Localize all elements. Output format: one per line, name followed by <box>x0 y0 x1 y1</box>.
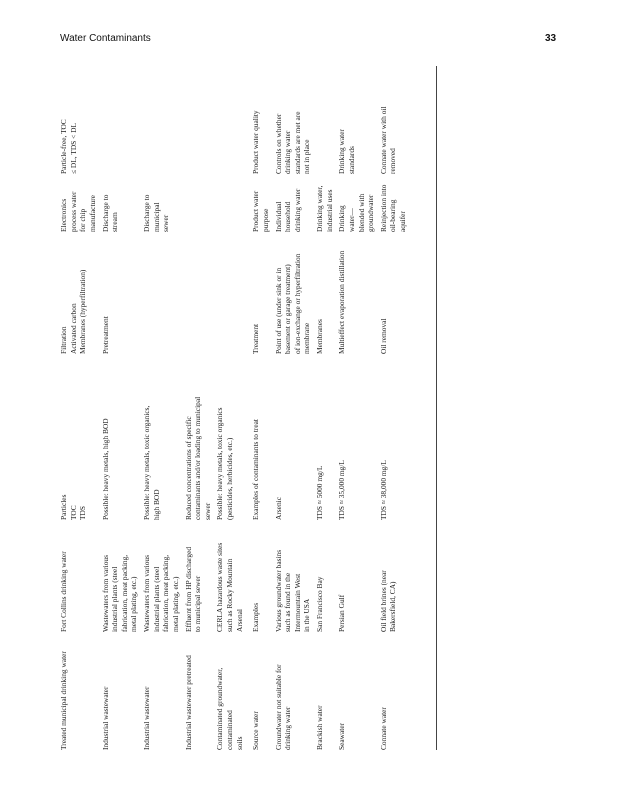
cell-line: oil-bearing <box>388 199 398 232</box>
cell-line: Multieffect evaporation distillation <box>337 250 347 354</box>
table-rule <box>436 66 437 750</box>
cell-line: Connate water <box>378 707 388 750</box>
examples-cell <box>315 520 337 632</box>
cell-line: industrial plants (steel <box>151 566 161 632</box>
treatment-cell <box>379 232 411 354</box>
cell-line: Reinjection into <box>378 184 388 232</box>
cell-line: Discharge to <box>100 194 110 232</box>
cell-line: Intermountain West <box>292 573 302 632</box>
cell-line: Source water <box>251 711 261 750</box>
cell-line: Drinking <box>337 205 347 232</box>
treatment-cell <box>142 232 184 354</box>
table-row <box>101 70 143 750</box>
contaminants-cell <box>274 354 316 520</box>
cell-line: ≤ DL, TDS < DL <box>68 123 78 174</box>
quality-cell <box>101 70 143 174</box>
contaminants-cell <box>315 354 337 520</box>
cell-line: Product water quality <box>251 110 261 174</box>
source-water-cell <box>142 632 184 750</box>
purpose-cell <box>337 174 379 232</box>
examples-cell <box>59 520 101 632</box>
cell-line: standards <box>346 146 356 174</box>
cell-line: Particles <box>59 494 68 520</box>
cell-line: Possible: heavy metals, toxic organics, <box>142 405 151 520</box>
cell-line: Possible: heavy metals, high BOD <box>100 418 110 520</box>
cell-line: Industrial wastewater <box>142 686 151 750</box>
treatment-cell <box>337 232 379 354</box>
cell-line: Point of use (under sink or in <box>273 267 283 354</box>
running-title: Water Contaminants <box>60 33 151 44</box>
table-header-row <box>247 70 273 750</box>
purpose-cell <box>379 174 411 232</box>
purpose-cell <box>247 174 273 232</box>
contaminants-cell <box>215 354 247 520</box>
cell-line: Filtration <box>59 326 68 354</box>
source-water-cell <box>184 632 216 750</box>
cell-line: Bakersfield, CA) <box>388 581 398 632</box>
cell-line: Various groundwater basins <box>273 549 283 632</box>
purpose-cell <box>101 174 143 232</box>
cell-line: Connate water with oil <box>378 106 388 174</box>
cell-line: not in place <box>302 139 312 174</box>
quality-cell <box>274 70 316 174</box>
source-water-cell <box>59 632 101 750</box>
cell-line: Oil field brines (near <box>378 570 388 632</box>
cell-line: Contaminated groundwater, contaminated <box>215 667 234 750</box>
quality-cell <box>337 70 379 174</box>
contaminants-cell <box>337 354 379 520</box>
source-water-cell <box>247 632 273 750</box>
cell-line: Persian Gulf <box>337 594 347 632</box>
cell-line: Fort Collins drinking water <box>59 551 68 632</box>
cell-line: Activated carbon <box>68 303 78 354</box>
cell-line: purpose <box>260 208 270 232</box>
cell-line: removed <box>388 148 398 174</box>
contaminants-cell <box>379 354 411 520</box>
cell-line: Seawater <box>337 722 347 750</box>
cell-line: fabrication, meat packing, <box>161 554 171 632</box>
cell-line: water— <box>346 208 356 232</box>
cell-line: CERLA hazardous waste sites <box>215 542 225 632</box>
cell-line: aquifer <box>398 211 407 232</box>
cell-line: Particle-free, TOC <box>59 119 68 174</box>
cell-line: fabrication, meat packing, <box>119 554 129 632</box>
cell-line: Oil removal <box>378 318 388 354</box>
contaminants-cell <box>184 354 216 520</box>
examples-cell <box>142 520 184 632</box>
examples-cell <box>101 520 143 632</box>
table-row <box>59 70 101 750</box>
cell-line: industrial plants (steel <box>110 566 120 632</box>
cell-line: to municipal sewer <box>193 575 203 632</box>
cell-line: Wastewaters from various <box>100 555 110 632</box>
cell-line: Industrial wastewater pretreated <box>183 655 193 750</box>
cell-line: Examples of contaminants to treat <box>251 419 261 520</box>
cell-line: Drinking water <box>337 129 347 174</box>
cell-line: blended with <box>356 193 366 232</box>
contaminants-table <box>59 70 411 750</box>
treatment-cell <box>215 232 247 354</box>
source-water-cell <box>215 632 247 750</box>
cell-line: TOC <box>68 505 78 520</box>
cell-line: TDS ≈ 35,000 mg/L <box>337 460 347 520</box>
cell-line: Pretreatment <box>100 316 110 354</box>
cell-line: standards are met are <box>292 111 302 174</box>
quality-cell <box>59 70 101 174</box>
examples-cell <box>215 520 247 632</box>
examples-cell <box>247 520 273 632</box>
cell-line: drinking water <box>283 130 293 174</box>
cell-line: Membranes <box>315 319 324 354</box>
cell-line: in the USA <box>302 598 312 632</box>
cell-line: for chip <box>78 208 88 232</box>
quality-cell <box>215 70 247 174</box>
cell-line: basement or garage treatment) <box>283 264 293 354</box>
cell-line: TDS ≈ 38,000 mg/L <box>378 460 388 520</box>
treatment-cell <box>101 232 143 354</box>
cell-line: contaminants and/or loading to municipal <box>193 396 203 520</box>
treatment-cell <box>274 232 316 354</box>
contaminants-cell <box>142 354 184 520</box>
examples-cell <box>184 520 216 632</box>
cell-line: sewer <box>202 502 212 520</box>
cell-line: Electronics <box>59 198 68 232</box>
contaminants-cell <box>247 354 273 520</box>
cell-line: process water <box>68 191 78 232</box>
quality-cell <box>315 70 337 174</box>
source-water-cell <box>337 632 379 750</box>
purpose-cell <box>142 174 184 232</box>
cell-line: municipal <box>151 202 161 232</box>
treatment-cell <box>184 232 216 354</box>
cell-line: San Francisco Bay <box>315 576 324 632</box>
cell-line: Industrial wastewater <box>100 686 110 750</box>
cell-line: Controls on whether <box>273 113 283 174</box>
cell-line: Drinking water, <box>315 185 324 232</box>
examples-cell <box>379 520 411 632</box>
table-row <box>315 70 337 750</box>
purpose-cell <box>274 174 316 232</box>
contaminants-cell <box>59 354 101 520</box>
cell-line: Reduced concentrations of specific <box>183 416 193 520</box>
cell-line: Arsenic <box>273 497 283 520</box>
treatment-cell <box>315 232 337 354</box>
cell-line: Membranes (hyperfiltration) <box>78 269 88 354</box>
cell-line: household <box>283 201 293 232</box>
source-water-cell <box>274 632 316 750</box>
cell-line: of ion-exchange or hyperfiltration <box>292 253 302 354</box>
examples-cell <box>337 520 379 632</box>
cell-line: metal plating, etc.) <box>129 576 139 632</box>
source-water-cell <box>101 632 143 750</box>
cell-line: Treatment <box>251 323 261 354</box>
cell-line: drinking water <box>292 188 302 232</box>
quality-cell <box>142 70 184 174</box>
table-row <box>184 70 216 750</box>
table-row <box>337 70 379 750</box>
cell-line: industrial uses <box>324 189 334 232</box>
cell-line: such as found in the <box>283 572 293 632</box>
examples-cell <box>274 520 316 632</box>
quality-cell <box>184 70 216 174</box>
cell-line: Examples <box>251 602 261 632</box>
table-row <box>274 70 316 750</box>
quality-cell <box>379 70 411 174</box>
cell-line: soils <box>234 736 244 750</box>
treatment-cell <box>247 232 273 354</box>
purpose-cell <box>184 174 216 232</box>
cell-line: Possible: heavy metals, toxic organics <box>215 407 225 520</box>
cell-line: membrane <box>302 322 312 354</box>
cell-line: TDS ≈ 5000 mg/L <box>315 465 324 520</box>
cell-line: Individual <box>273 201 283 232</box>
cell-line: Product water <box>251 190 261 232</box>
table-row <box>379 70 411 750</box>
cell-line: high BOD <box>151 489 161 520</box>
cell-line: groundwater <box>366 194 376 232</box>
cell-line: (pesticides, herbicides, etc.) <box>225 437 234 520</box>
cell-line: Groundwater not suitable for drinking water <box>273 664 293 750</box>
cell-line: Arsenal <box>234 609 244 632</box>
source-water-cell <box>379 632 411 750</box>
cell-line: sewer <box>161 214 171 232</box>
treatment-cell <box>59 232 101 354</box>
contaminants-cell <box>101 354 143 520</box>
table-row <box>215 70 247 750</box>
cell-line: TDS <box>78 506 88 520</box>
table-row <box>142 70 184 750</box>
cell-line: manufacture <box>87 195 97 232</box>
cell-line: metal plating, etc.) <box>170 576 180 632</box>
source-water-cell <box>315 632 337 750</box>
purpose-cell <box>215 174 247 232</box>
purpose-cell <box>315 174 337 232</box>
cell-line: Treated municipal drinking water <box>59 651 68 750</box>
rotated-table-container <box>59 70 431 750</box>
cell-line: Effluent from HP discharged <box>183 546 193 632</box>
purpose-cell <box>59 174 101 232</box>
page-number: 33 <box>545 33 557 44</box>
cell-line: stream <box>110 212 120 232</box>
quality-cell <box>247 70 273 174</box>
cell-line: Discharge to <box>142 194 151 232</box>
cell-line: Brackish water <box>315 705 324 750</box>
cell-line: such as Rocky Mountain <box>225 558 234 632</box>
cell-line: Wastewaters from various <box>142 555 151 632</box>
